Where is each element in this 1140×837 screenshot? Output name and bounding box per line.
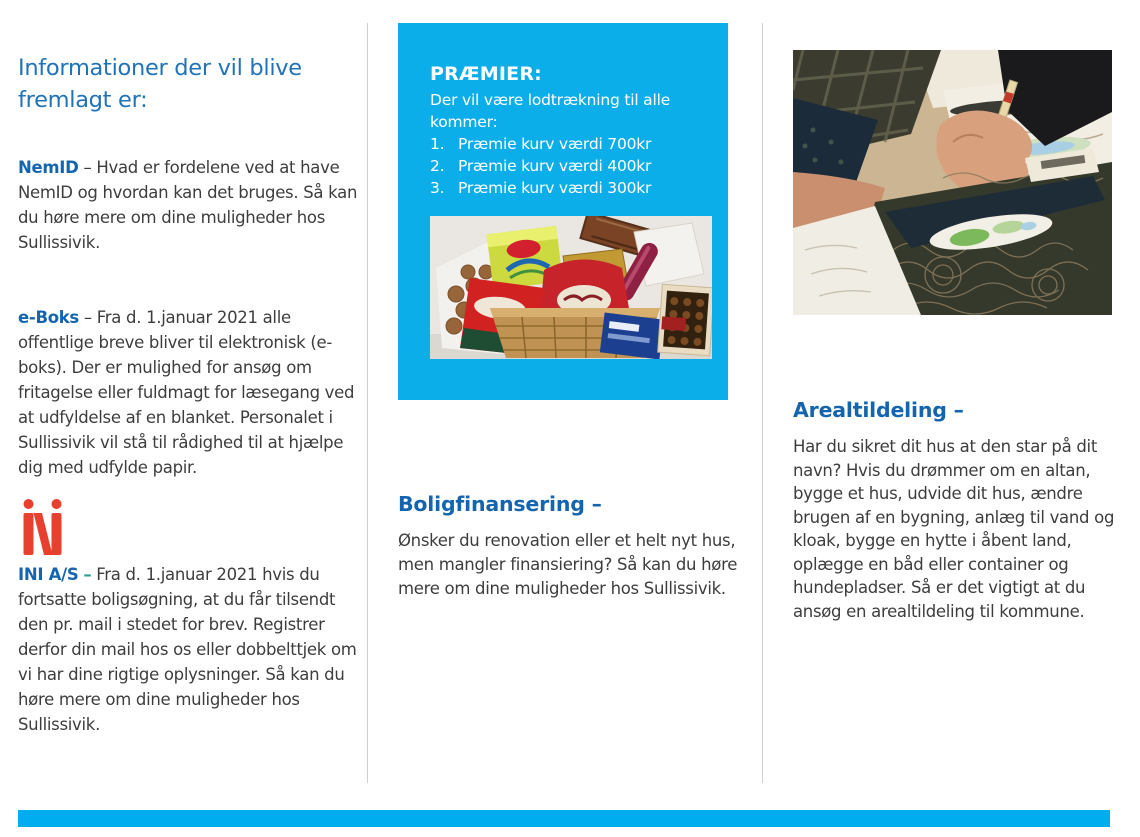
bolig-heading: Boligfinansering –: [398, 492, 602, 516]
ini-paragraph: [18, 562, 364, 737]
prize-item-number: 1.: [430, 135, 445, 153]
prize-item-number: 2.: [430, 157, 445, 175]
prize-item-number: 3.: [430, 179, 445, 197]
footer-accent-bar: [18, 810, 1110, 827]
nemid-paragraph: [18, 155, 364, 255]
prize-box: [398, 23, 728, 400]
eboks-paragraph: [18, 305, 364, 480]
page-title: Informationer der vil blive fremlagt er:: [18, 55, 302, 113]
prize-box-heading: PRÆMIER:: [430, 63, 542, 85]
bolig-paragraph: Ønsker du renovation eller et helt nyt hus, men mangler finansiering? Så kan du høre mere om dine muligheder hos Sullissivik.: [398, 531, 738, 598]
prize-list-item: [430, 155, 712, 177]
prize-basket-photo: [430, 216, 712, 359]
ini-dash: –: [83, 565, 92, 584]
prize-list-item: [430, 177, 712, 199]
ini-heading: INI A/S: [18, 565, 79, 584]
prize-list: [430, 133, 712, 199]
prize-item-text: Præmie kurv værdi 300kr: [458, 179, 652, 197]
ini-logo-icon: [21, 498, 65, 556]
eboks-heading: e-Boks: [18, 308, 79, 327]
areal-heading: Arealtildeling –: [793, 398, 964, 422]
prize-item-text: Præmie kurv værdi 400kr: [458, 157, 652, 175]
eboks-body: – Fra d. 1.januar 2021 alle offentlige breve bliver til elektronisk (e-boks). Der er mulighed for ansøg om fritagelse eller fuldmagt for læsegang ved at udfyldelse af en blanket. Personalet i Sullissivik vil stå til rådighed til at hjælpe dig med udfylde papir.: [18, 308, 355, 477]
ini-body: Fra d. 1.januar 2021 hvis du fortsatte boligsøgning, at du får tilsendt den pr. mail i stedet for brev. Registrer derfor din mail hos os eller dobbelttjek om vi har dine rigtige oplysninger. Så kan du høre mere om dine muligheder hos Sullissivik.: [18, 565, 357, 734]
column-divider-1: [367, 23, 368, 783]
prize-box-intro: Der vil være lodtrækning til alle kommer:: [430, 91, 671, 131]
nemid-heading: NemID: [18, 158, 79, 177]
nemid-body: – Hvad er fordelene ved at have NemID og hvordan kan det bruges. Så kan du høre mere om dine muligheder hos Sullissivik.: [18, 158, 358, 252]
areal-paragraph: Har du sikret dit hus at den star på dit navn? Hvis du drømmer om en altan, bygge et hus, udvide dit hus, ændre brugen af en bygning, anlæg til vand og kloak, bygge en hytte i åbent land, oplægge en båd eller container og hundepladser. Så er det vigtigt at du ansøg en arealtildeling til kommune.: [793, 437, 1115, 621]
prize-list-item: [430, 133, 712, 155]
column-divider-2: [762, 23, 763, 783]
prize-item-text: Præmie kurv værdi 700kr: [458, 135, 652, 153]
map-planning-photo: [793, 50, 1112, 315]
